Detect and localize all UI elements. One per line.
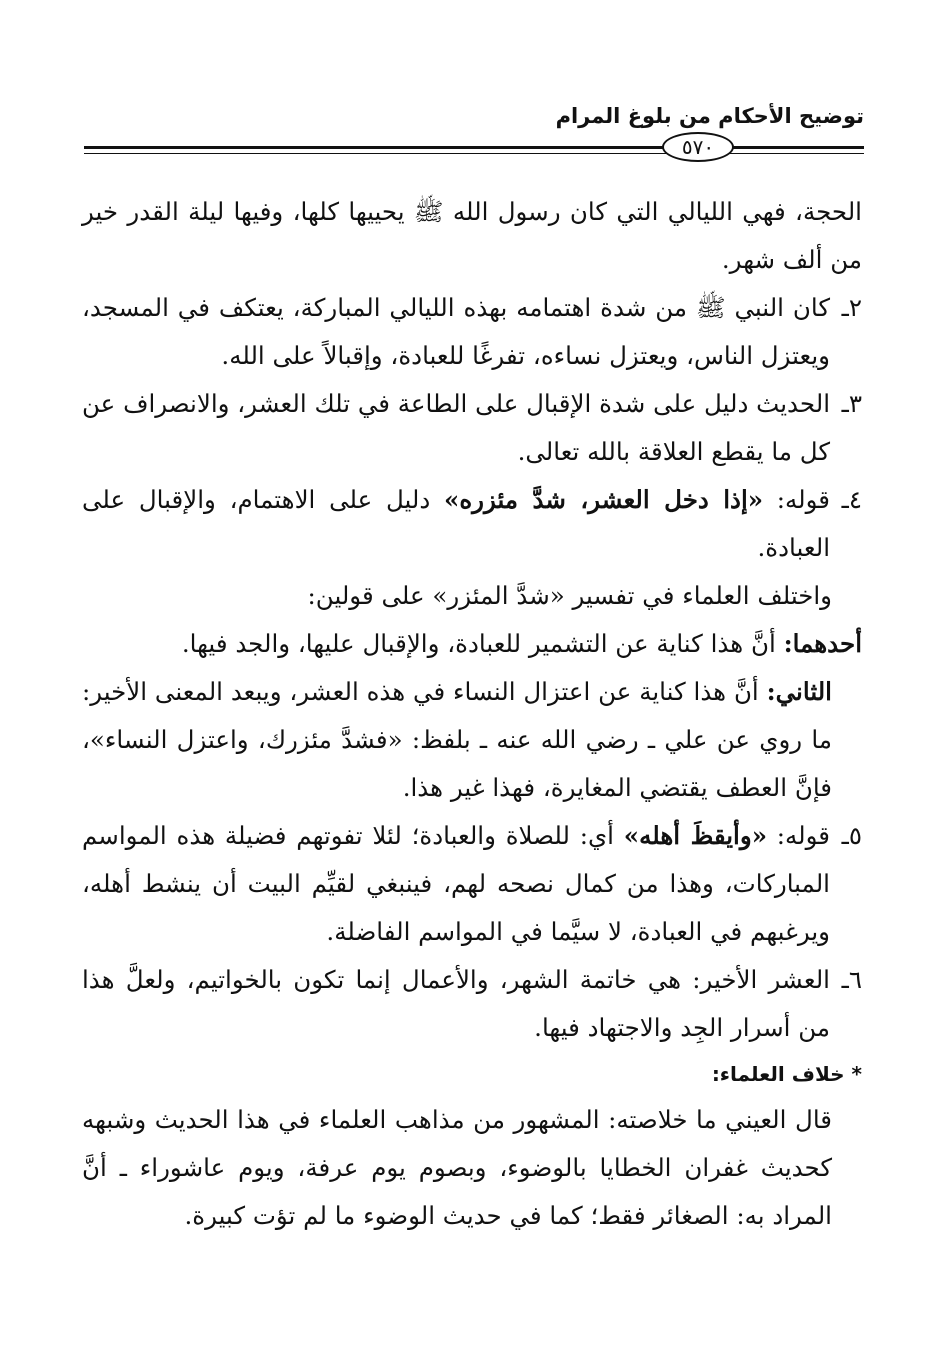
first-opinion-text: أنَّ هذا كناية عن التشمير للعبادة، والإقبال عليها، والجد فيها. bbox=[181, 629, 784, 658]
first-opinion-label: أحدهما: bbox=[783, 629, 862, 658]
list-item-4 bbox=[82, 476, 862, 572]
header-rule-thin bbox=[84, 153, 864, 154]
item-number: ٣ـ bbox=[841, 389, 862, 418]
item-text: العشر الأخير: هي خاتمة الشهر، والأعمال إنما تكون بالخواتيم، ولعلَّ هذا من أسرار الجِد والاجتهاد فيها. bbox=[82, 965, 830, 1042]
hadith-quote: «إذا دخل العشر، شدَّ مئزره» bbox=[444, 485, 764, 514]
item-number: ٦ـ bbox=[841, 965, 862, 994]
section-heading: * خلاف العلماء: bbox=[711, 1062, 862, 1086]
item-text-pre: قوله: bbox=[763, 485, 831, 514]
book-title: توضيح الأحكام من بلوغ المرام bbox=[555, 104, 864, 128]
page-number: ٥٧٠ bbox=[662, 132, 734, 162]
item-text-post: دليل على الاهتمام، والإقبال على العبادة. bbox=[82, 485, 830, 562]
hadith-quote: «وأيقظَ أهله» bbox=[623, 821, 768, 850]
diff-intro: واختلف العلماء في تفسير «شدَّ المئزر» على قولين: bbox=[307, 581, 832, 610]
list-item-6 bbox=[82, 956, 862, 1052]
page-header bbox=[84, 96, 864, 166]
item-number: ٥ـ bbox=[841, 821, 862, 850]
item-text-pre: قوله: bbox=[767, 821, 831, 850]
item-number: ٤ـ bbox=[841, 485, 862, 514]
item-text: الحديث دليل على شدة الإقبال على الطاعة في تلك العشر، والانصراف عن كل ما يقطع العلاقة بالله تعالى. bbox=[82, 389, 830, 466]
list-item-5 bbox=[82, 812, 862, 956]
list-item-3 bbox=[82, 380, 862, 476]
header-rule-thick bbox=[84, 146, 864, 149]
second-opinion-text: أنَّ هذا كناية عن اعتزال النساء في هذه العشر، ويبعد المعنى الأخير: ما روي عن علي ـ رضي الله عنه ـ بلفظ: «فشدَّ مئزرك، واعتزل النساء»، فإنَّ العطف يقتضي المغايرة، فهذا غير هذا. bbox=[82, 677, 832, 802]
first-opinion bbox=[82, 620, 862, 668]
list-item-2 bbox=[82, 284, 862, 380]
page-body bbox=[82, 188, 862, 1240]
intro-paragraph: الحجة، فهي الليالي التي كان رسول الله ﷺ يحييها كلها، وفيها ليلة القدر خير من ألف شهر. bbox=[82, 197, 862, 274]
item-text: كان النبي ﷺ من شدة اهتمامه بهذه الليالي المباركة، يعتكف في المسجد، ويعتزل الناس، ويعتزل نساءه، تفرغًا للعبادة، وإقبالاً على الله. bbox=[82, 293, 830, 370]
item-number: ٢ـ bbox=[841, 293, 862, 322]
second-opinion bbox=[82, 668, 862, 812]
item-text-post: أي: للصلاة والعبادة؛ لئلا تفوتهم فضيلة هذه المواسم المباركات، وهذا من كمال نصحه لهم، فينبغي لقيِّم البيت أن ينشط أهله، ويرغبهم في العبادة، لا سيَّما في المواسم الفاضلة. bbox=[82, 821, 830, 946]
final-paragraph: قال العيني ما خلاصته: المشهور من مذاهب العلماء في هذا الحديث وشبهه كحديث غفران الخطايا بالوضوء، وبصوم يوم عرفة، ويوم عاشوراء ـ أنَّ المراد به: الصغائر فقط؛ كما في حديث الوضوء ما لم تؤت كبيرة. bbox=[82, 1105, 832, 1230]
second-opinion-label: الثاني: bbox=[766, 677, 832, 706]
